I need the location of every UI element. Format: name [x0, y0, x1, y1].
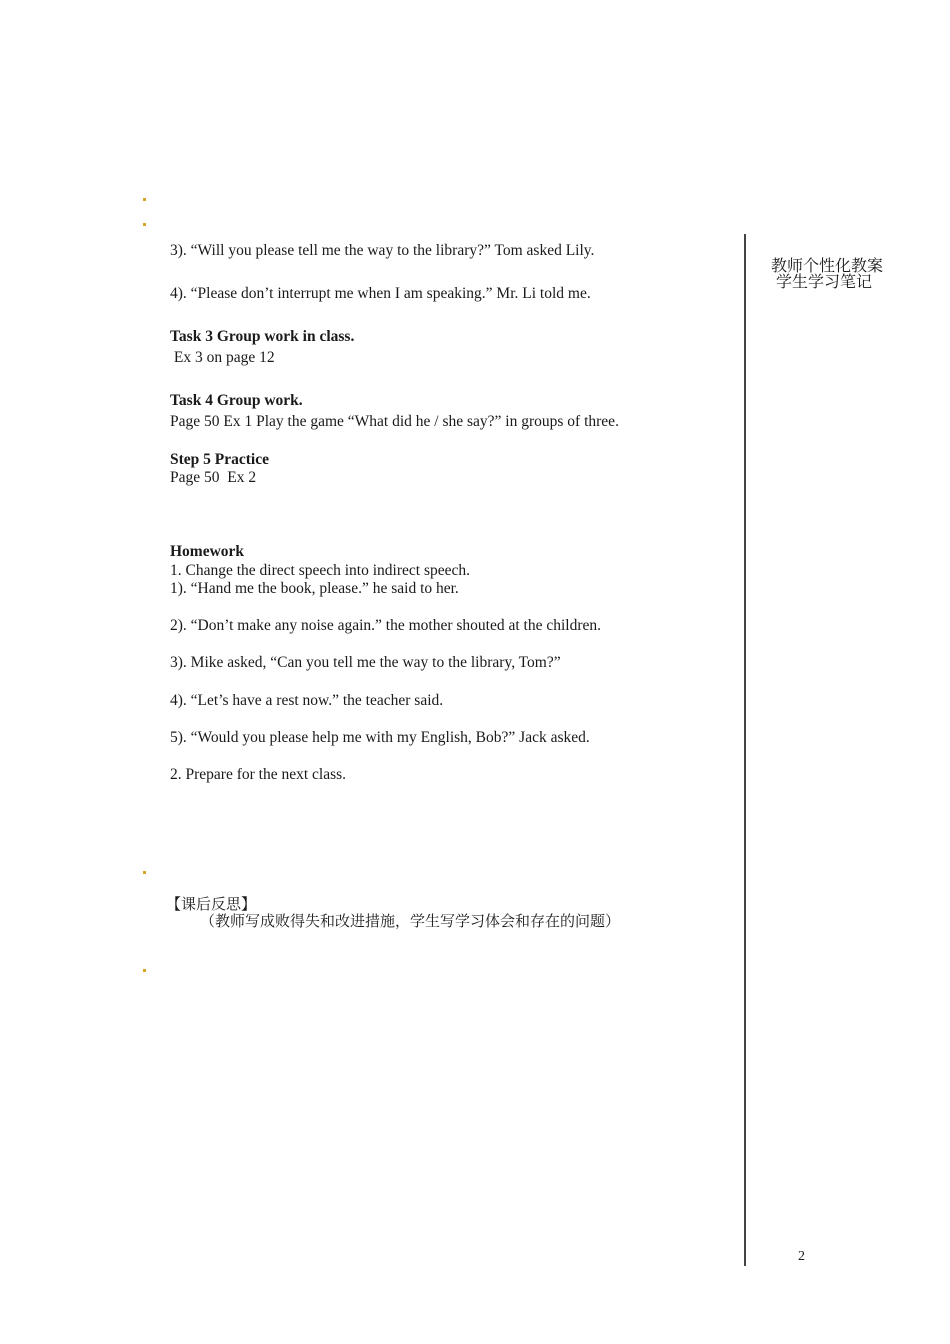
homework-item: 1). “Hand me the book, please.” he said to her. [170, 580, 459, 597]
step5-title: Step 5 Practice [170, 451, 269, 468]
paragraph-marker [143, 871, 146, 874]
paragraph-marker [143, 223, 146, 226]
homework-prepare: 2. Prepare for the next class. [170, 766, 347, 783]
homework-item: 4). “Let’s have a rest now.” the teacher said. [170, 692, 444, 709]
task4-body: Page 50 Ex 1 Play the game “What did he / she say?” in groups of three. [170, 413, 619, 430]
sidebar-title-student: 学生学习笔记 [776, 272, 873, 291]
column-divider [744, 234, 746, 1266]
paragraph-marker [143, 198, 146, 201]
exercise-item-3: 3). “Will you please tell me the way to the library?” Tom asked Lily. [170, 242, 595, 259]
exercise-item-4: 4). “Please don’t interrupt me when I am speaking.” Mr. Li told me. [170, 285, 591, 302]
reflection-note: （教师写成败得失和改进措施，学生写学习体会和存在的问题） [200, 912, 621, 930]
homework-item: 5). “Would you please help me with my English, Bob?” Jack asked. [170, 729, 590, 746]
task3-title: Task 3 Group work in class. [170, 328, 355, 345]
sidebar-title-teacher: 教师个性化教案 [771, 256, 884, 275]
paragraph-marker [143, 969, 146, 972]
step5-body: Page 50 Ex 2 [170, 469, 257, 486]
task3-body: Ex 3 on page 12 [170, 349, 275, 366]
task4-title: Task 4 Group work. [170, 392, 303, 409]
reflection-title: 【课后反思】 [166, 895, 257, 913]
page-number: 2 [798, 1249, 805, 1264]
homework-intro: 1. Change the direct speech into indirect speech. [170, 562, 470, 579]
homework-title: Homework [170, 543, 245, 560]
homework-item: 3). Mike asked, “Can you tell me the way to the library, Tom?” [170, 654, 561, 671]
homework-item: 2). “Don’t make any noise again.” the mother shouted at the children. [170, 617, 601, 634]
